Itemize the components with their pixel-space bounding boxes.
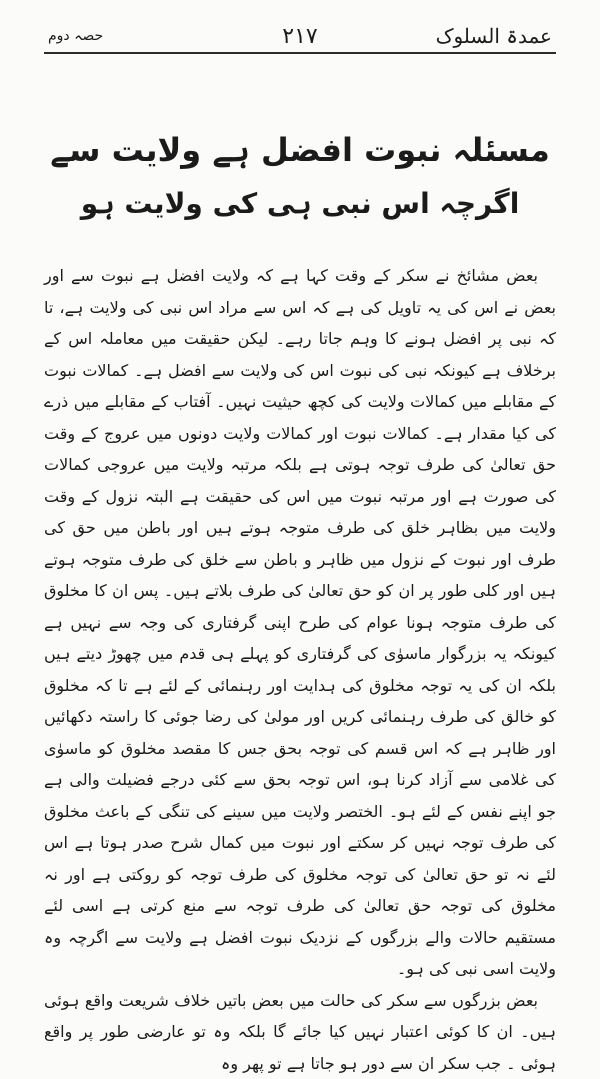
page-header [48, 24, 552, 50]
header-divider [44, 52, 556, 54]
chapter-subtitle: اگرچہ اس نبی ہی کی ولایت ہو [44, 186, 556, 222]
body-text [44, 260, 556, 1079]
part-label: حصہ دوم [48, 28, 103, 44]
paragraph-1: بعض مشائخ نے سکر کے وقت کہا ہے کہ ولایت افضل ہے نبوت سے اور بعض نے اس کی یہ تاویل کی ہے کہ اس سے مراد اس نبی کی ولایت ہے، تا کہ نبی پر افضل ہونے کا وہم جاتا رہے۔ لیکن حقیقت میں معاملہ اس کے برخلاف ہے کیونکہ نبی کی نبوت اس کی ولایت سے افضل ہے۔ کمالات نبوت کے مقابلے میں کمالات ولایت کی کچھ حیثیت نہیں۔ آفتاب کے مقابلے میں ذرے کی کیا مقدار ہے۔ کمالات نبوت اور کمالات ولایت دونوں میں عروج کے وقت حق تعالیٰ کی طرف توجہ ہوتی ہے بلکہ مرتبہ ولایت میں عروجی کمالات کی صورت ہے اور مرتبہ نبوت میں اس کی حقیقت ہے البتہ نزول کے وقت ولایت میں بظاہر خلق کی طرف متوجہ ہوتے ہیں اور باطن میں حق کی طرف اور نبوت کے نزول میں ظاہر و باطن سے خلق کی طرف متوجہ ہوتے ہیں اور کلی طور پر ان کو حق تعالیٰ کی طرف بلاتے ہیں۔ پس ان کا مخلوق کی طرف متوجہ ہونا عوام کی طرح اپنی گرفتاری کی وجہ سے نہیں ہے کیونکہ یہ بزرگوار ماسوٰی کی گرفتاری کو پہلے ہی قدم میں چھوڑ دیتے ہیں بلکہ ان کی یہ توجہ مخلوق کی ہدایت اور رہنمائی کے لئے ہے تا کہ مخلوق کو خالق کی طرف رہنمائی کریں اور مولیٰ کی رضا جوئی کا راستہ دکھائیں اور ظاہر ہے کہ اس قسم کی توجہ بحق جس کا مقصد مخلوق کو ماسوٰی کی غلامی سے آزاد کرنا ہو، اس توجہ بحق سے کئی درجے فضیلت والی ہے جو اپنے نفس کے لئے ہو۔ الختصر ولایت میں سینے کی تنگی کے باعث مخلوق کی طرف توجہ نہیں کر سکتے اور نبوت میں کمال شرح صدر ہوتا ہے اس لئے نہ تو حق تعالیٰ کی توجہ مخلوق کی طرف توجہ کو روکتی ہے اور نہ مخلوق کی توجہ حق تعالیٰ کی طرف توجہ سے منع کرتی ہے اسی لئے مستقیم حالات والے بزرگوں کے نزدیک نبوت افضل ہے ولایت سے اگرچہ وہ ولایت اسی نبی کی ہو۔ [44, 260, 556, 985]
page-number: ۲۱۷ [282, 24, 317, 49]
book-title: عمدۃ السلوک [436, 24, 552, 48]
paragraph-2: بعض بزرگوں سے سکر کی حالت میں بعض باتیں خلاف شریعت واقع ہوئی ہیں۔ ان کا کوئی اعتبار نہیں کیا جائے گا بلکہ وہ تو عارضی طور پر واقع ہوئی ۔ جب سکر ان سے دور ہو جاتا ہے تو پھر وہ [44, 985, 556, 1079]
chapter-title: مسئلہ نبوت افضل ہے ولایت سے [44, 130, 556, 170]
